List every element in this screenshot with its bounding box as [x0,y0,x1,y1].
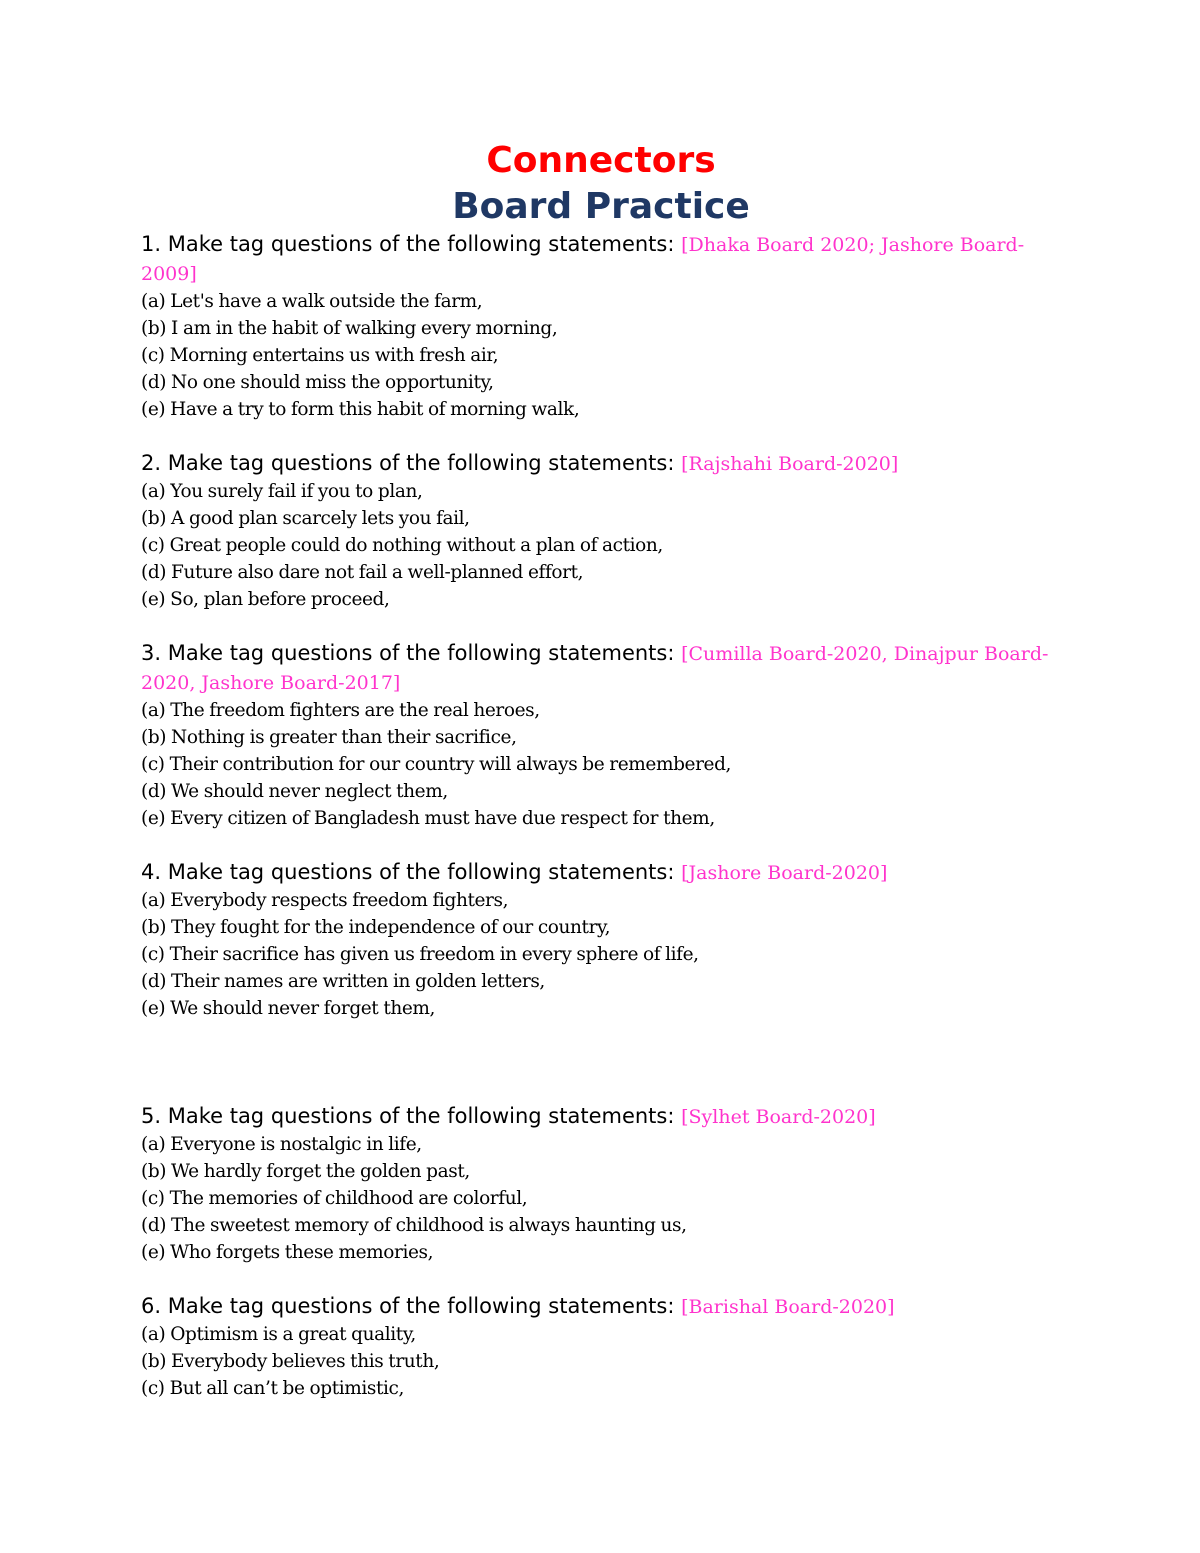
question-source: [Rajshahi Board-2020] [681,453,899,475]
question-source: [Cumilla Board-2020, Dinajpur Board-2020, Jashore Board-2017] [141,643,1049,694]
list-item: (c) Morning entertains us with fresh air, [141,345,499,366]
question-text: 3. Make tag questions of the following statements: [141,641,682,665]
list-item: (d) Future also dare not fail a well-planned effort, [141,562,584,583]
question-text: 4. Make tag questions of the following statements: [141,860,682,884]
question-heading [141,1102,1061,1131]
statement-list [141,288,1061,423]
question-text: 1. Make tag questions of the following statements: [141,232,682,256]
list-item: (e) Who forgets these memories, [141,1242,434,1263]
list-item: (c) Their contribution for our country will always be remembered, [141,754,732,775]
question-4 [141,858,1061,1022]
list-item: (a) Everyone is nostalgic in life, [141,1134,422,1155]
list-item: (d) We should never neglect them, [141,781,448,802]
list-item: (e) We should never forget them, [141,998,436,1019]
list-item: (d) The sweetest memory of childhood is always haunting us, [141,1215,687,1236]
statement-list [141,1321,1061,1402]
question-source: [Barishal Board-2020] [681,1296,895,1318]
list-item: (a) Everybody respects freedom fighters, [141,890,509,911]
question-heading [141,639,1061,697]
question-text: 6. Make tag questions of the following statements: [141,1294,682,1318]
list-item: (b) A good plan scarcely lets you fail, [141,508,470,529]
list-item: (b) Nothing is greater than their sacrifice, [141,727,517,748]
question-text: 2. Make tag questions of the following statements: [141,451,682,475]
question-source: [Jashore Board-2020] [681,862,888,884]
document-title: Connectors [486,140,716,181]
list-item: (b) Everybody believes this truth, [141,1351,440,1372]
question-heading [141,230,1061,288]
statement-list [141,887,1061,1022]
list-item: (e) Have a try to form this habit of morning walk, [141,399,580,420]
list-item: (a) Optimism is a great quality, [141,1324,416,1345]
list-item: (d) No one should miss the opportunity, [141,372,494,393]
question-3 [141,639,1061,832]
document-subtitle: Board Practice [452,186,750,227]
question-source: [Dhaka Board 2020; Jashore Board-2009] [141,234,1025,285]
list-item: (b) We hardly forget the golden past, [141,1161,470,1182]
question-5 [141,1102,1061,1266]
list-item: (c) Their sacrifice has given us freedom in every sphere of life, [141,944,699,965]
question-heading [141,1292,1061,1321]
list-item: (b) They fought for the independence of our country, [141,917,611,938]
list-item: (d) Their names are written in golden letters, [141,971,545,992]
document-page [141,138,1061,1402]
list-item: (c) Great people could do nothing without a plan of action, [141,535,663,556]
list-item: (c) The memories of childhood are colorful, [141,1188,528,1209]
question-2 [141,449,1061,613]
list-item: (a) The freedom fighters are the real heroes, [141,700,540,721]
question-heading [141,858,1061,887]
statement-list [141,478,1061,613]
list-item: (e) Every citizen of Bangladesh must have due respect for them, [141,808,715,829]
question-1 [141,230,1061,423]
list-item: (a) You surely fail if you to plan, [141,481,423,502]
list-item: (b) I am in the habit of walking every morning, [141,318,558,339]
statement-list [141,1131,1061,1266]
list-item: (a) Let's have a walk outside the farm, [141,291,483,312]
question-heading [141,449,1061,478]
list-item: (e) So, plan before proceed, [141,589,390,610]
statement-list [141,697,1061,832]
question-source: [Sylhet Board-2020] [681,1106,876,1128]
list-item: (c) But all can’t be optimistic, [141,1378,404,1399]
question-6 [141,1292,1061,1402]
question-text: 5. Make tag questions of the following statements: [141,1104,682,1128]
